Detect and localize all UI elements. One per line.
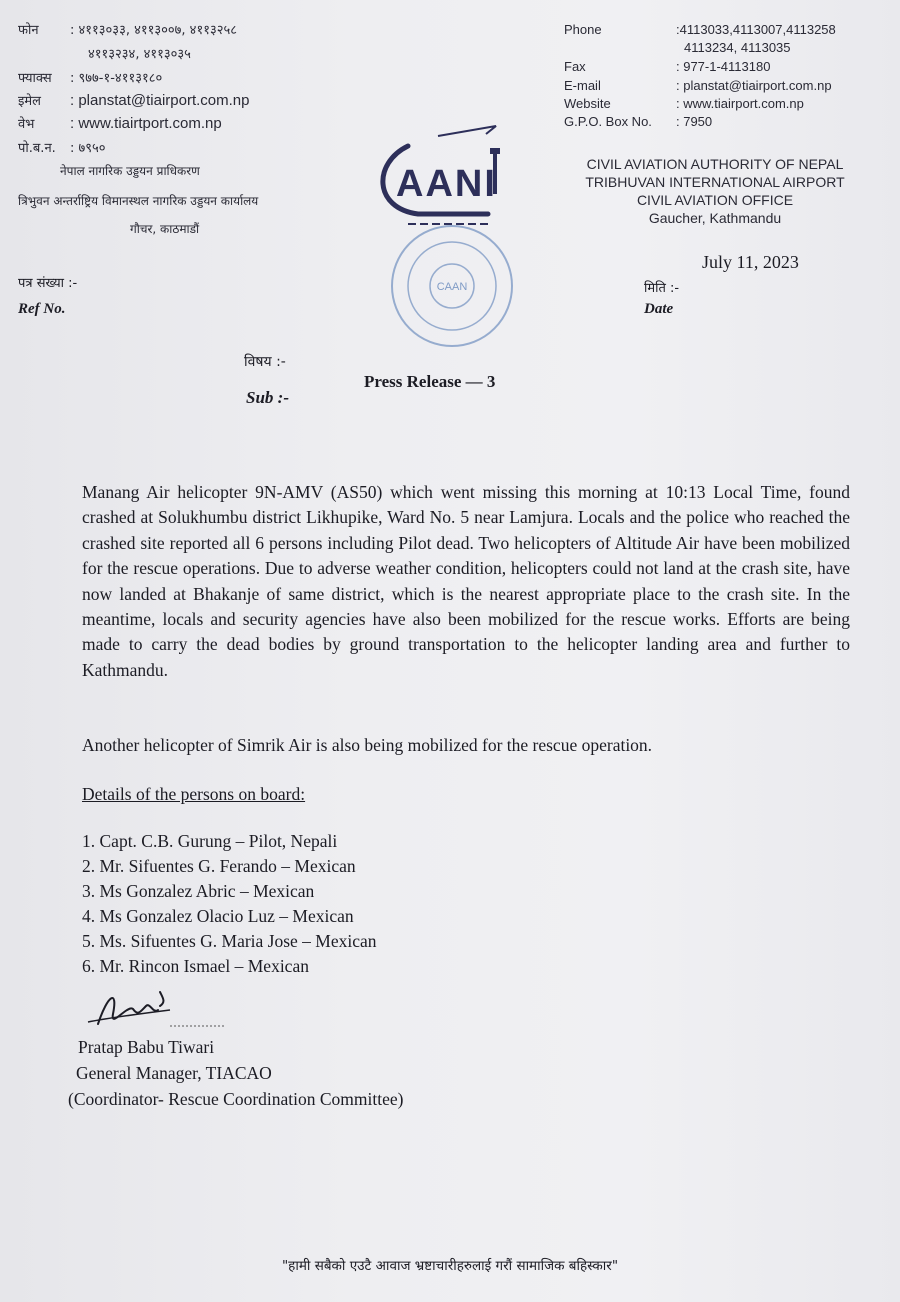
org-np-line1: नेपाल नागरिक उड्डयन प्राधिकरण xyxy=(60,164,200,178)
phone-value-2: 4113234, 4113035 xyxy=(684,40,791,55)
phone-value-np-2: ४११३२३४, ४११३०३५ xyxy=(88,47,191,62)
body-paragraph-1: Manang Air helicopter 9N-AMV (AS50) which went missing this morning at 10:13 Local Time, found crashed at Solukhumbu district Likhupike, Ward No. 5 near Lamjura. Locals and the police who reached the crashed site reported all 6 persons including Pilot dead. Two helicopters of Altitude Air have been mobilized for the rescue operations. Due to adverse weather condition, helicopters could not land at the crash site, have now landed at Bhakanje of same district, which is the nearest appropriate place to the crash site. In the meantime, locals and security agencies have also been mobilized for the rescue works. Efforts are being made to carry the dead bodies by ground transportation to the helicopter landing area and further to Kathmandu. xyxy=(82,482,850,680)
logo-text: AANI xyxy=(396,163,497,205)
email-label: E-mail xyxy=(564,78,601,93)
pobox-value-np: : ७९५० xyxy=(70,141,106,156)
fax-label-np: फ्याक्स xyxy=(18,71,52,86)
email-value: : planstat@tiairport.com.np xyxy=(676,78,832,93)
ref-label: Ref No. xyxy=(18,301,66,317)
date-label: Date xyxy=(644,301,674,317)
subject-label: Sub :- xyxy=(246,388,289,407)
org-line2: TRIBHUVAN INTERNATIONAL AIRPORT xyxy=(585,174,845,190)
signatory-role: (Coordinator- Rescue Coordination Committee) xyxy=(68,1089,404,1109)
website-label: Website xyxy=(564,96,611,111)
list-item: 3. Ms Gonzalez Abric – Mexican xyxy=(82,881,315,901)
list-item: 4. Ms Gonzalez Olacio Luz – Mexican xyxy=(82,906,354,926)
ref-label-np: पत्र संख्या :- xyxy=(18,276,78,291)
date-label-np: मिति :- xyxy=(644,281,680,296)
org-line4: Gaucher, Kathmandu xyxy=(648,210,782,226)
footer-slogan: "हामी सबैको एउटै आवाज भ्रष्टाचारीहरुलाई गरौं सामाजिक बहिस्कार" xyxy=(281,1258,619,1274)
fax-value-np: : ९७७-१-४११३१८० xyxy=(70,71,163,86)
list-item: 5. Ms. Sifuentes G. Maria Jose – Mexican xyxy=(82,931,377,951)
org-line1: CIVIL AVIATION AUTHORITY OF NEPAL xyxy=(586,156,844,172)
pobox-value: : 7950 xyxy=(676,114,713,129)
handwritten-signature xyxy=(78,984,228,1034)
org-line3: CIVIL AVIATION OFFICE xyxy=(636,192,794,208)
pobox-label: G.P.O. Box No. xyxy=(564,114,652,129)
caan-logo xyxy=(368,118,518,228)
body-paragraph-2: Another helicopter of Simrik Air is also being mobilized for the rescue operation. xyxy=(82,735,653,755)
details-header: Details of the persons on board: xyxy=(82,784,306,804)
web-value-np: : www.tiairtport.com.np xyxy=(70,115,222,132)
letter-date: July 11, 2023 xyxy=(702,252,799,272)
web-label-np: वेभ xyxy=(18,117,35,132)
seal-text: CAAN xyxy=(436,281,468,293)
list-item: 1. Capt. C.B. Gurung – Pilot, Nepali xyxy=(82,831,338,851)
org-np-line3: गौचर, काठमाडौं xyxy=(130,222,200,236)
org-name-en xyxy=(560,155,870,227)
list-item: 2. Mr. Sifuentes G. Ferando – Mexican xyxy=(82,856,356,876)
subject-label-np: विषय :- xyxy=(244,354,286,370)
org-np-line2: त्रिभुवन अन्तर्राष्ट्रिय विमानस्थल नागरिक उड्डयन कार्यालय xyxy=(18,194,259,208)
phone-value-np: : ४११३०३३, ४११३००७, ४११३२५८ xyxy=(70,23,238,38)
email-label-np: इमेल xyxy=(18,94,41,109)
website-value: : www.tiairport.com.np xyxy=(676,96,804,111)
pobox-label-np: पो.ब.न. xyxy=(18,141,56,156)
email-value-np: : planstat@tiairport.com.np xyxy=(70,92,250,109)
fax-label: Fax xyxy=(564,59,586,74)
list-item: 6. Mr. Rincon Ismael – Mexican xyxy=(82,956,309,976)
phone-value: :4113033,4113007,4113258 xyxy=(676,22,836,37)
phone-label-np: फोन xyxy=(18,23,39,38)
phone-label: Phone xyxy=(564,22,602,37)
signatory-name: Pratap Babu Tiwari xyxy=(78,1037,215,1057)
official-seal xyxy=(388,222,516,350)
signatory-title: General Manager, TIACAO xyxy=(76,1063,272,1083)
signatory-block xyxy=(68,1034,404,1112)
fax-value: : 977-1-4113180 xyxy=(676,59,771,74)
press-release-title: Press Release — 3 xyxy=(364,372,496,391)
